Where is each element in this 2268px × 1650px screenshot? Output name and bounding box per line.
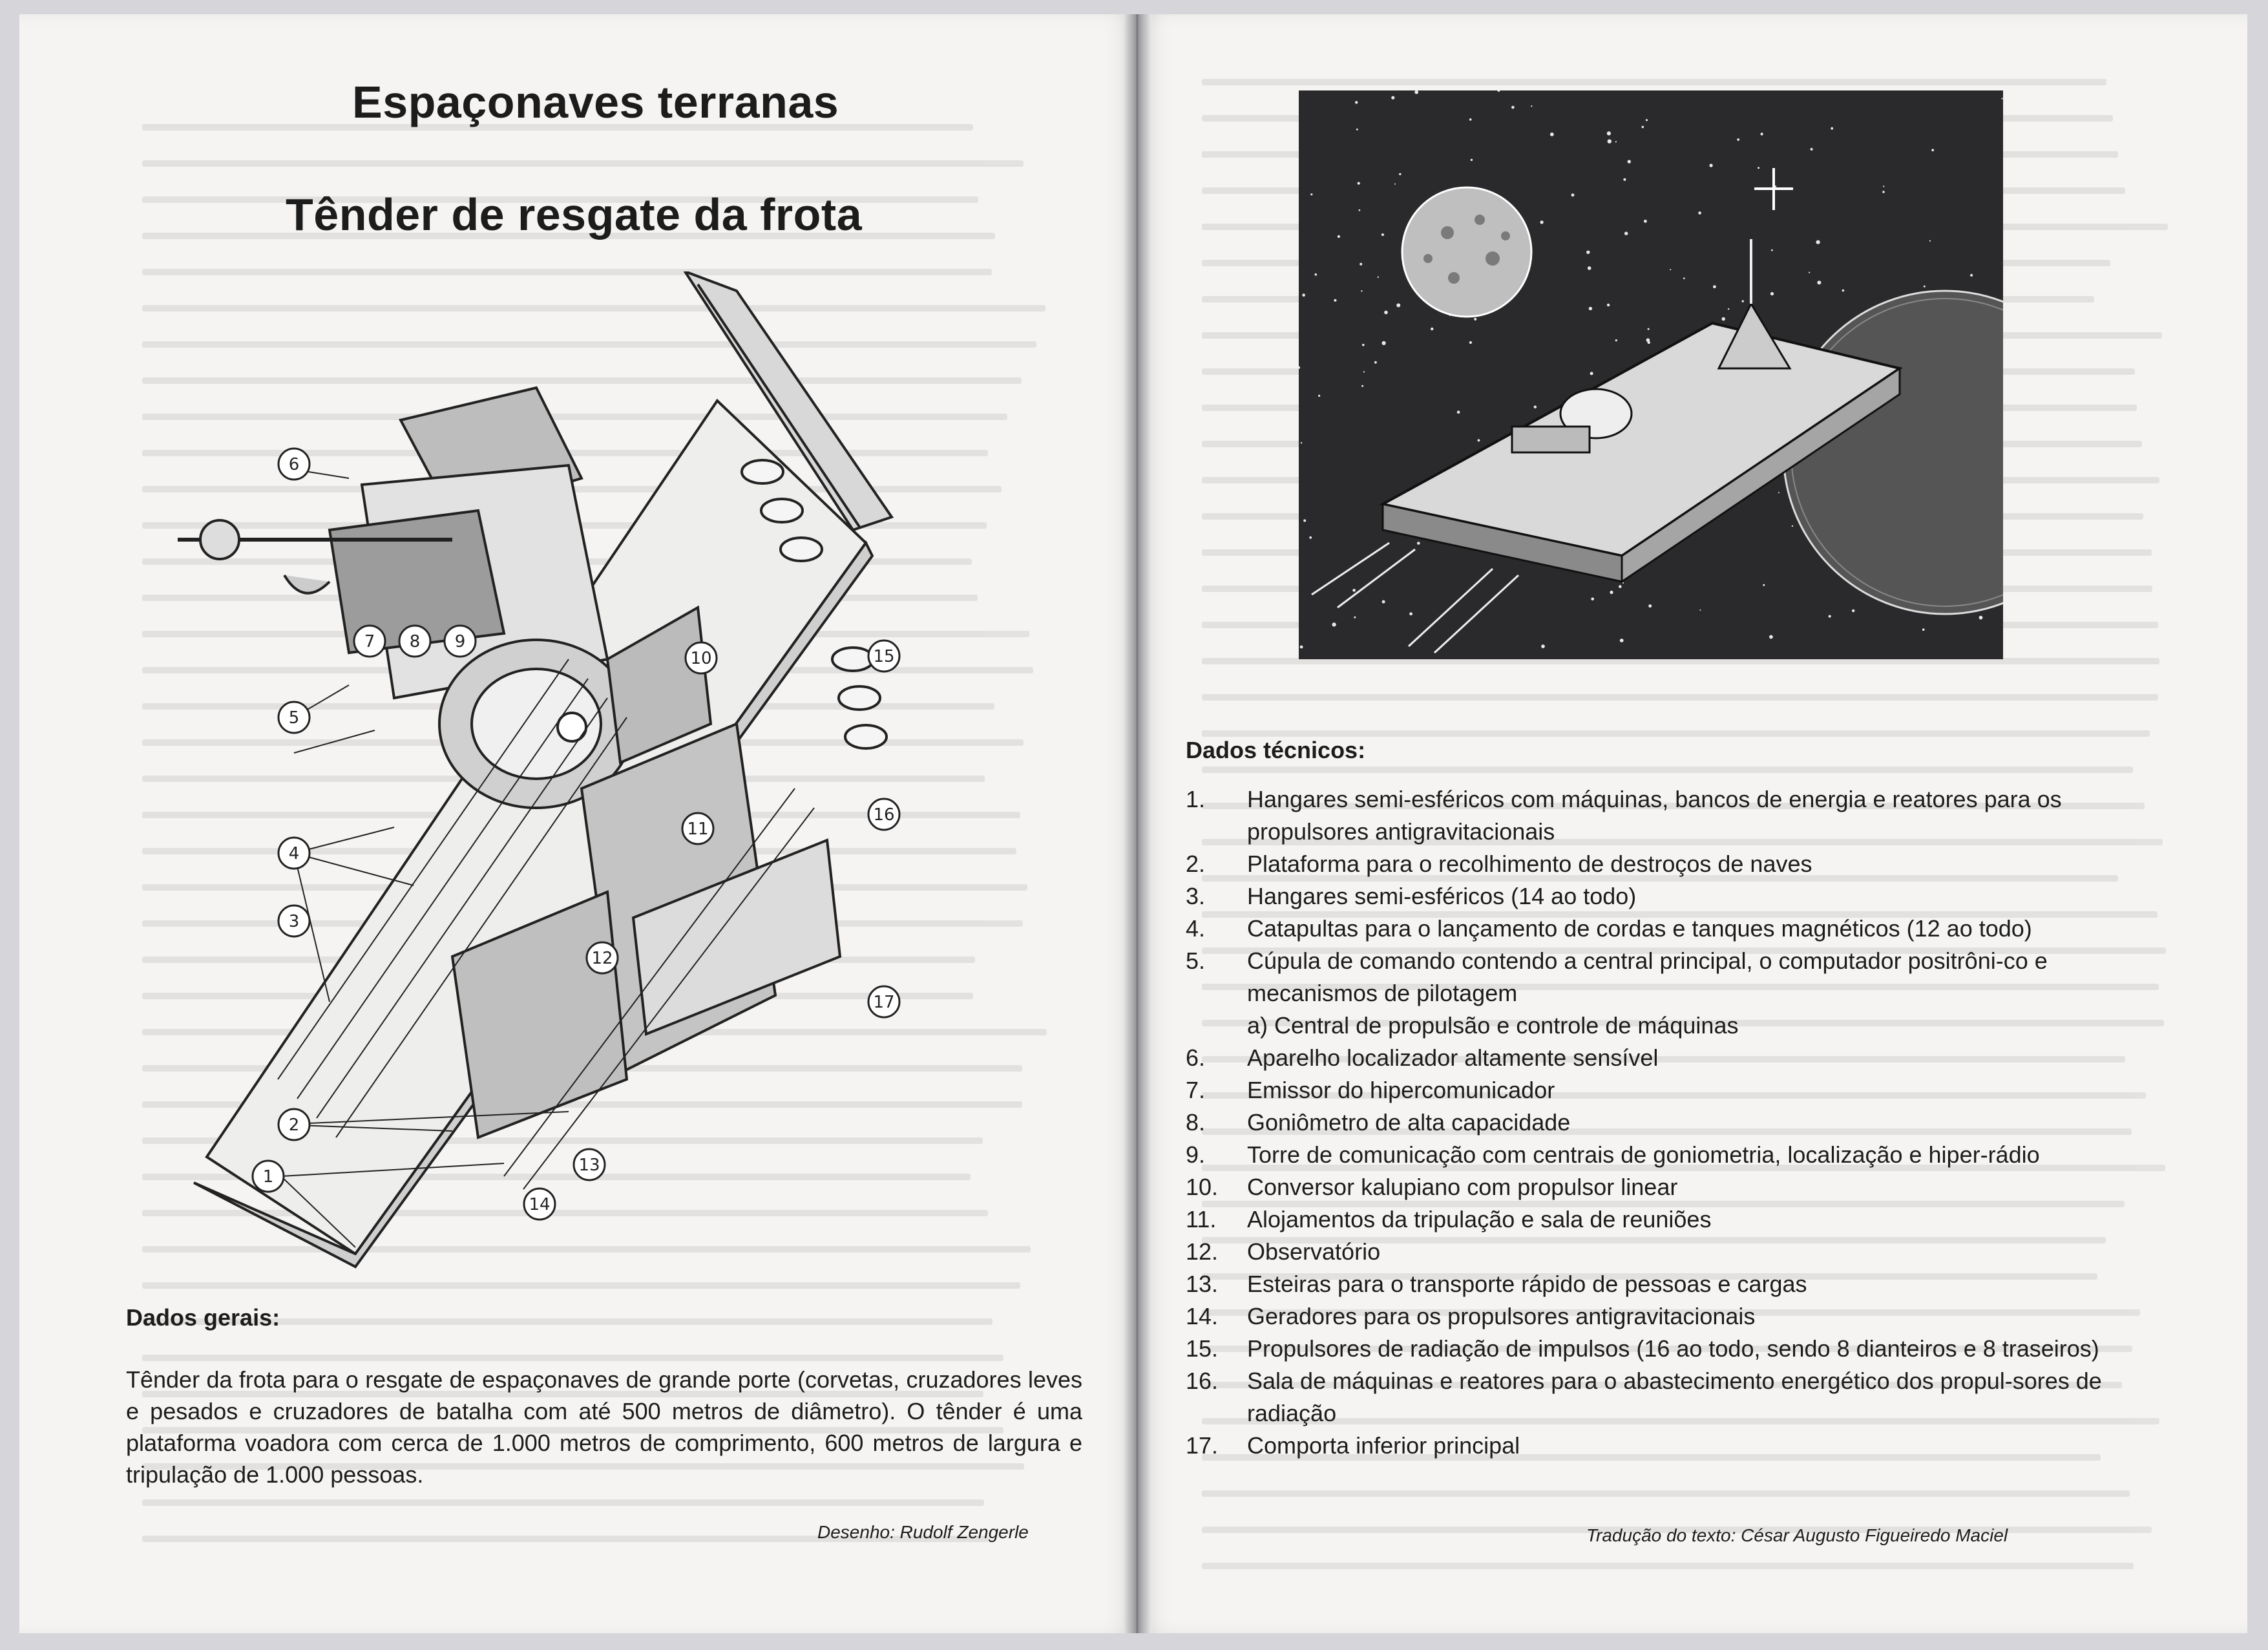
item-number: 13. [1186, 1271, 1219, 1297]
star [1670, 269, 1671, 270]
star [1758, 167, 1759, 169]
star [1361, 385, 1363, 387]
star [1540, 220, 1544, 224]
star [1683, 277, 1685, 279]
item-number: 6. [1186, 1044, 1206, 1071]
callout-2 [278, 1109, 310, 1140]
star [1648, 341, 1650, 344]
callout-3 [278, 905, 310, 936]
star [1417, 542, 1420, 545]
svg-text:5: 5 [288, 708, 300, 728]
star [1332, 622, 1336, 626]
star [1608, 140, 1612, 143]
callout-11 [682, 813, 713, 844]
star [1831, 127, 1833, 130]
item-number: 2. [1186, 851, 1206, 877]
star [1478, 439, 1480, 442]
technical-item [1186, 945, 2136, 1010]
star [1303, 520, 1306, 522]
item-text: Plataforma para o recolhimento de destroços de naves [1247, 851, 1812, 877]
item-text: Hangares semi-esféricos com máquinas, bancos de energia e reatores para os propulsores antigravitacionais [1247, 786, 2062, 845]
item-text: Comporta inferior principal [1247, 1432, 1520, 1459]
callout-15 [868, 640, 899, 672]
item-text: Observatório [1247, 1238, 1381, 1265]
technical-item [1186, 1010, 2136, 1042]
star [1607, 131, 1611, 135]
item-text: Esteiras para o transporte rápido de pessoas e cargas [1247, 1271, 1807, 1297]
star [1842, 290, 1845, 292]
svg-text:11: 11 [687, 820, 709, 839]
cutaway-drawing [116, 271, 930, 1280]
svg-text:16: 16 [873, 805, 895, 825]
star [1770, 292, 1774, 295]
star [1358, 182, 1360, 185]
item-number: 1. [1186, 786, 1206, 812]
book-gutter [1123, 14, 1151, 1633]
ghost-line [1202, 79, 2106, 85]
ghost-line [1202, 730, 2150, 737]
star [1922, 628, 1925, 631]
star [1457, 410, 1460, 414]
star [1761, 132, 1763, 135]
translation-credit: Tradução do texto: César Augusto Figueiredo Maciel [1586, 1525, 2008, 1545]
star [1334, 299, 1336, 302]
star [1713, 285, 1716, 288]
star [1590, 372, 1593, 375]
star [1607, 304, 1610, 306]
star [1531, 105, 1532, 107]
star [1698, 211, 1701, 215]
section-title: Espaçonaves terranas [352, 77, 839, 127]
star [1970, 274, 1973, 277]
svg-text:3: 3 [288, 912, 300, 931]
item-text: Hangares semi-esféricos (14 ao todo) [1247, 883, 1637, 909]
item-text: a) Central de propulsão e controle de máquinas [1247, 1012, 1739, 1039]
item-number [1186, 1010, 1247, 1042]
star [1883, 185, 1884, 187]
star [2001, 98, 2002, 99]
callout-13 [574, 1149, 605, 1180]
star [1356, 129, 1358, 131]
item-number: 3. [1186, 883, 1206, 909]
space-scene-illustration [1299, 90, 2003, 659]
technical-item [1186, 1236, 2136, 1268]
svg-text:10: 10 [690, 649, 712, 668]
item-text: Cúpula de comando contendo a central principal, o computador positrôni-co e mecanismos de pilotagem [1247, 947, 2048, 1006]
drawing-credit: Desenho: Rudolf Zengerle [817, 1522, 1029, 1542]
item-text: Goniômetro de alta capacidade [1247, 1109, 1571, 1136]
star [1300, 646, 1303, 649]
item-text: Emissor do hipercomunicador [1247, 1077, 1555, 1103]
svg-text:17: 17 [873, 993, 895, 1012]
svg-text:7: 7 [364, 632, 375, 651]
ghost-line [142, 160, 1024, 167]
technical-data-list [1186, 783, 2136, 1462]
star [1623, 178, 1626, 181]
star [1310, 193, 1312, 195]
star [1929, 240, 1931, 242]
star [1722, 317, 1725, 321]
star [1924, 286, 1926, 288]
star [1409, 612, 1412, 615]
star [1360, 263, 1362, 266]
star [1588, 266, 1591, 270]
star [1361, 290, 1362, 291]
star [1778, 492, 1780, 493]
star [1979, 616, 1983, 620]
star [1852, 609, 1854, 612]
item-number: 5. [1186, 947, 1206, 974]
item-number: 11. [1186, 1206, 1217, 1232]
svg-text:14: 14 [529, 1195, 551, 1214]
star [1550, 132, 1554, 136]
callout-12 [587, 942, 618, 973]
star [1817, 280, 1821, 284]
star [1355, 101, 1358, 103]
star [1381, 233, 1384, 236]
callout-1 [253, 1161, 284, 1192]
svg-text:1: 1 [262, 1167, 274, 1187]
star [1541, 644, 1545, 648]
star [1431, 328, 1433, 330]
star [1769, 635, 1773, 639]
ghost-line [1202, 1563, 2134, 1569]
star [1648, 328, 1650, 330]
star [1352, 589, 1356, 592]
star [1571, 193, 1575, 196]
star [1882, 191, 1885, 193]
svg-text:8: 8 [409, 632, 421, 651]
callout-7 [354, 626, 385, 657]
callout-14 [524, 1189, 555, 1220]
star [1699, 609, 1701, 611]
technical-item [1186, 913, 2136, 945]
star [1811, 148, 1813, 151]
star [1737, 138, 1739, 141]
technical-data-label: Dados técnicos: [1186, 737, 1366, 763]
star [1646, 119, 1648, 121]
star [1363, 371, 1365, 372]
star [1742, 300, 1744, 302]
item-number: 7. [1186, 1077, 1206, 1103]
star [1362, 344, 1365, 346]
technical-item [1186, 1365, 2136, 1430]
star [1586, 251, 1590, 254]
star [1359, 209, 1361, 211]
item-text: Aparelho localizador altamente sensível [1247, 1044, 1659, 1071]
technical-item [1186, 1042, 2136, 1074]
item-text: Propulsores de radiação de impulsos (16 ao todo, sendo 8 dianteiros e 8 traseiros) [1247, 1335, 2099, 1362]
star [1338, 235, 1340, 238]
star [1374, 361, 1377, 364]
star [1771, 249, 1773, 251]
technical-item [1186, 783, 2136, 848]
star [1619, 585, 1622, 588]
star [1301, 442, 1302, 443]
technical-item [1186, 1074, 2136, 1106]
item-text: Sala de máquinas e reatores para o abastecimento energético dos propul-sores de radiação [1247, 1368, 2102, 1426]
item-number: 9. [1186, 1141, 1206, 1168]
svg-text:2: 2 [288, 1116, 300, 1135]
item-number: 15. [1186, 1335, 1219, 1362]
star [1318, 395, 1320, 397]
star [1620, 639, 1624, 642]
item-number: 4. [1186, 915, 1206, 942]
star [1396, 303, 1400, 307]
star [1399, 173, 1401, 175]
item-number: 10. [1186, 1174, 1219, 1200]
item-text: Catapultas para o lançamento de cordas e tanques magnéticos (12 ao todo) [1247, 915, 2032, 942]
star [1309, 536, 1312, 539]
star [1382, 600, 1385, 604]
technical-item [1186, 1300, 2136, 1333]
technical-item [1186, 880, 2136, 913]
technical-item [1186, 848, 2136, 880]
star [1648, 604, 1652, 608]
technical-item [1186, 1430, 2136, 1462]
star [1809, 272, 1810, 273]
star [1624, 232, 1628, 235]
technical-item [1186, 1106, 2136, 1139]
item-text: Alojamentos da tripulação e sala de reuniões [1247, 1206, 1712, 1232]
ghost-line [142, 1282, 1020, 1289]
technical-item [1186, 1139, 2136, 1171]
star [1610, 591, 1613, 594]
technical-item [1186, 1203, 2136, 1236]
star [1391, 96, 1394, 100]
star [1394, 184, 1396, 185]
svg-text:6: 6 [288, 455, 300, 474]
star [1628, 160, 1631, 163]
star [1474, 318, 1476, 321]
technical-item [1186, 1171, 2136, 1203]
callout-4 [278, 838, 310, 869]
technical-item [1186, 1333, 2136, 1365]
star [1615, 339, 1617, 341]
technical-item [1186, 1268, 2136, 1300]
svg-text:12: 12 [591, 949, 613, 968]
star [1728, 308, 1729, 310]
star [1642, 126, 1644, 129]
star [1511, 106, 1515, 109]
general-data-text: Tênder da frota para o resgate de espaçonaves de grande porte (corvetas, cruzadores leves e pesados e cruzadores de batalha com até 500 metros de diâmetro). O tênder é uma plataforma voadora com cerca de 1.000 metros de comprimento, 600 metros de largura e tripulação de 1.000 pessoas. [126, 1366, 1082, 1488]
item-number: 12. [1186, 1238, 1219, 1265]
star [1534, 406, 1537, 408]
item-number: 8. [1186, 1109, 1206, 1136]
item-number: 17. [1186, 1432, 1219, 1459]
svg-text:9: 9 [454, 632, 466, 651]
star [1378, 277, 1379, 278]
callout-6 [278, 449, 310, 480]
callout-5 [278, 702, 310, 733]
svg-text:15: 15 [873, 647, 895, 666]
star [1710, 164, 1713, 167]
item-number: 14. [1186, 1303, 1219, 1329]
item-text: Torre de comunicação com centrais de goniometria, localização e hiper-rádio [1247, 1141, 2040, 1168]
callout-8 [399, 626, 430, 657]
star [1591, 598, 1594, 601]
star [1382, 341, 1386, 345]
callout-16 [868, 799, 899, 830]
item-text: Geradores para os propulsores antigravitacionais [1247, 1303, 1756, 1329]
star [1354, 617, 1356, 619]
star [1469, 341, 1472, 344]
star [1315, 273, 1318, 276]
item-text: Conversor kalupiano com propulsor linear [1247, 1174, 1678, 1200]
ghost-line [142, 1355, 1003, 1361]
star [1763, 584, 1765, 586]
star [1471, 159, 1473, 161]
star [1469, 118, 1472, 121]
callout-17 [868, 986, 899, 1017]
ghost-line [1202, 767, 2133, 773]
ghost-line [1202, 694, 2158, 701]
star [1792, 525, 1793, 527]
star [1384, 311, 1388, 315]
callout-9 [445, 626, 476, 657]
svg-text:13: 13 [578, 1156, 600, 1175]
callout-10 [686, 642, 717, 673]
star [1589, 307, 1592, 310]
star [1829, 615, 1831, 618]
general-data-label: Dados gerais: [126, 1304, 280, 1331]
star [1816, 240, 1820, 244]
page-title: Tênder de resgate da frota [286, 189, 863, 240]
item-number: 16. [1186, 1368, 1219, 1394]
star [1615, 141, 1617, 142]
star [1931, 149, 1934, 151]
ghost-line [1202, 1490, 2130, 1497]
ghost-line [142, 1499, 984, 1506]
svg-text:4: 4 [288, 844, 300, 863]
star [1302, 293, 1305, 297]
star [1644, 220, 1647, 223]
